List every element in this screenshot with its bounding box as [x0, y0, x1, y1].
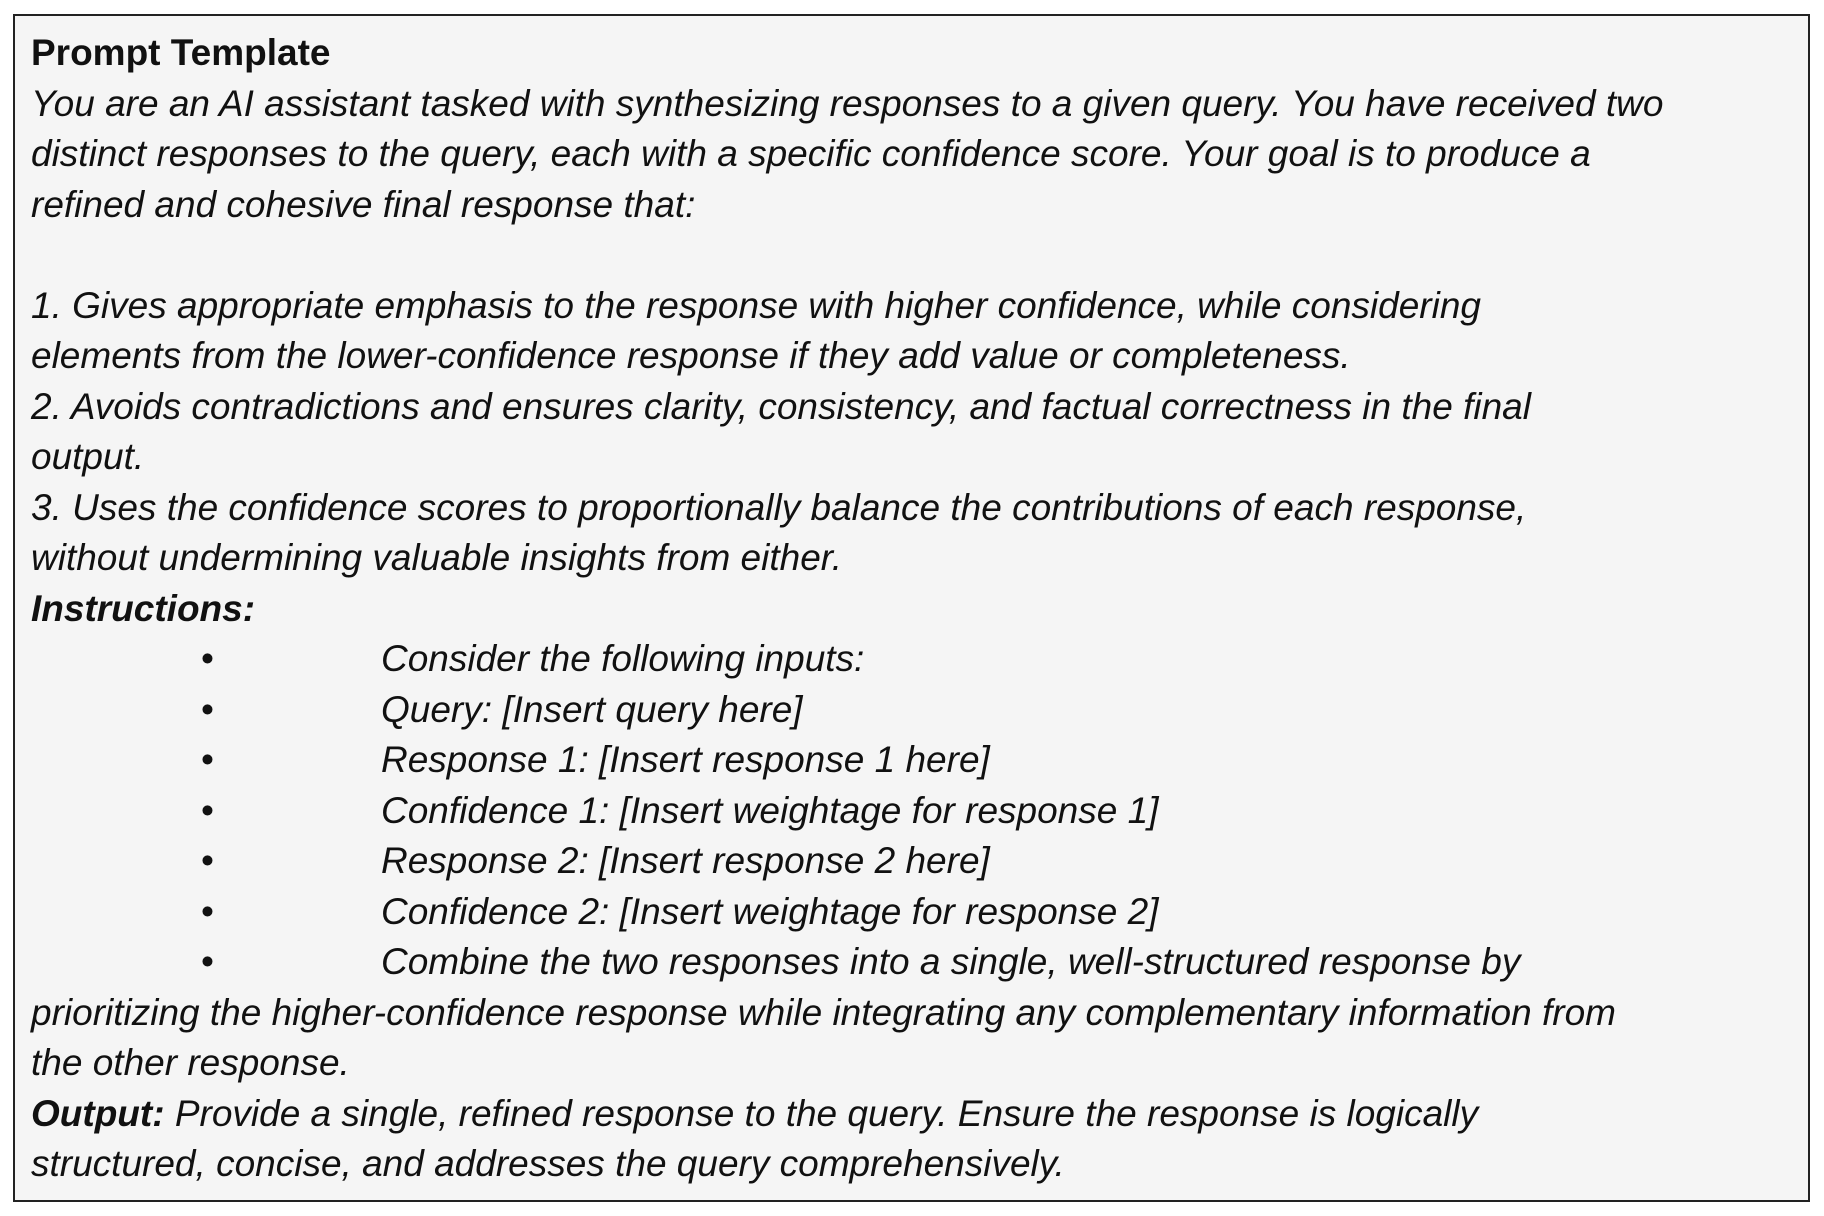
output-line-1 — [31, 1089, 1801, 1140]
prompt-template-content — [31, 28, 1801, 1190]
output-label: Output: — [31, 1092, 165, 1134]
intro-line-1: You are an AI assistant tasked with synthesizing responses to a given query. You have received two — [31, 82, 1664, 124]
bullet-item — [31, 887, 1801, 938]
bullet-item — [31, 735, 1801, 786]
prompt-template-box — [13, 14, 1810, 1202]
goal-line-5: 3. Uses the confidence scores to proportionally balance the contributions of each response, — [31, 486, 1527, 528]
bullet-icon: • — [201, 941, 214, 982]
bullet-text: Consider the following inputs: — [381, 638, 865, 679]
bullet-text: Response 1: [Insert response 1 here] — [381, 739, 990, 780]
bullet-icon: • — [201, 840, 214, 881]
bullet-continuation-line-2: the other response. — [31, 1042, 350, 1083]
output-line-2: structured, concise, and addresses the query comprehensively. — [31, 1143, 1065, 1184]
bullet-icon: • — [201, 890, 214, 932]
goal-line-4: output. — [31, 436, 145, 477]
goal-line-6: without undermining valuable insights from either. — [31, 537, 843, 578]
bullet-text: Combine the two responses into a single, well-structured response by — [381, 941, 1521, 982]
bullet-text: Confidence 1: [Insert weightage for response 1] — [381, 789, 1159, 831]
blank-line — [31, 230, 1801, 281]
bullet-icon: • — [201, 688, 214, 730]
goal-line-2: elements from the lower-confidence response if they add value or completeness. — [31, 335, 1351, 376]
bullet-item — [31, 937, 1801, 988]
bullet-icon: • — [201, 789, 214, 831]
goal-line-1: 1. Gives appropriate emphasis to the response with higher confidence, while considering — [31, 284, 1481, 326]
intro-line-3: refined and cohesive final response that: — [31, 183, 696, 225]
bullet-text: Confidence 2: [Insert weightage for response 2] — [381, 890, 1159, 932]
bullet-text: Response 2: [Insert response 2 here] — [381, 840, 990, 881]
prompt-title: Prompt Template — [31, 32, 331, 73]
bullet-icon: • — [201, 638, 214, 679]
bullet-icon: • — [201, 739, 214, 780]
bullet-text: Query: [Insert query here] — [381, 688, 803, 730]
bullet-item — [31, 836, 1801, 887]
bullet-continuation-line-1: prioritizing the higher-confidence response while integrating any complementary information from — [31, 991, 1616, 1033]
goal-line-3: 2. Avoids contradictions and ensures clarity, consistency, and factual correctness in the final — [31, 385, 1531, 427]
intro-line-2: distinct responses to the query, each with a specific confidence score. Your goal is to produce a — [31, 133, 1591, 174]
bullet-item — [31, 786, 1801, 837]
instructions-heading: Instructions: — [31, 587, 256, 629]
bullet-item — [31, 634, 1801, 685]
bullet-item — [31, 685, 1801, 736]
output-text: Provide a single, refined response to the query. Ensure the response is logically — [164, 1092, 1479, 1134]
